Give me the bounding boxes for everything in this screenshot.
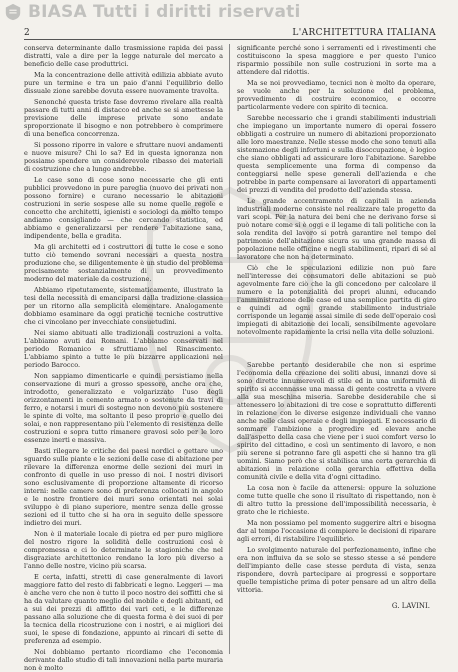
paragraph: Le grande accentramento di capitali in azienda industriali moderne consiste nel realizzare tale progetto da vari scopi. Per la natura dei beni che ne derivano forse si può notare come si è oggi e il legame di tali politiche con la sola rendita del lavoro si potrà garantire nel tempo del patrimonio dell'abitazione sicura su una grande massa di popolazione nelle officine e negli stabilimenti, ripari di sé al lavoratore che non ha determinato. [237, 197, 436, 261]
paragraph: Ma non possiamo pel momento suggerire altri e bisogna dar al tempo l'occasione di compiere le decisioni di riparare agli errori, di ristabilire l'equilibrio. [237, 519, 436, 543]
paragraph: Noi dobbiamo pertanto ricordiamo che l'economia derivante dallo studio di tali innovazioni nella parte muraria non è molto [24, 648, 223, 672]
paragraph: Abbiamo ripetutamente, sistematicamente, illustrato la tesi della necessità di emanciparsi dalla tradizione classica per un ritorno alla semplicità elementare. Analogamente dobbiamo esaminare da oggi pratiche tecniche costruttive che ci vincolano per invecchiate consuetudini. [24, 286, 223, 326]
paragraph: Sarebbe pertanto desiderabile che non si esprime l'economia della creazione dei soliti abusi, innanzi dove si sono dirette innumerevoli di stile ed in una uniformità di spirito si accennasse una massa di gente costretta a vivere alla sua meschina miseria. Sarebbe desiderabile che si attenessero lo abitazioni di tre cose e soprattutto differenti in relazione con le diverse esigenze individuali che vanno anche nelle classi operaie e degli impiegati. E necessario di sommare l'ambizione a progredire ed elevare anche dall'aspetto della casa che viene per i suoi comfort verso lo spirito del cittadino, e così un sentimento di lavoro, e non più serene si potranno fare gli aspetti che si hanno tra gli uomini. Siamo però che si stabilisca una certa gerarchia di abitazioni in relazione colla gerarchia effettiva della comunità civile e della vita d'ogni cittadino. [237, 361, 436, 481]
paragraph: La cosa non è facile da attenersi: oppure la soluzione come tutte quelle che sono il risultato di rispettando, non è di altro tutto la pressione dell'impossibilità necessaria, è grato che le richieste. [237, 484, 436, 516]
paragraph: Ciò che le speculazioni edilizie non può fare nell'interesse dei consumatori delle abitazioni se può agevolmente fare ciò che la gli concedono per calcolare il numero e la potenzialità dei propri alunni, educando l'amministrazione delle case ed una semplice partita di giro e quindi ad ogni grande stabilimento industriale corrisponde un legame assai simile di sede dell'operaio così impiegati di abitazione dei locali, sensibilmente agevolare notevolmente rapidamente la crisi nella vita delle soluzioni. [237, 264, 436, 336]
section-gap [237, 339, 436, 361]
paragraph: Si possono riporre in valore e sfruttare nuovi andamenti e nuove misure? Chi lo sa? Ed in questa ignoranza non possiamo spendere un considerevole ribasso dei materiali di costruzione che a lungo andrebbe. [24, 141, 223, 173]
journal-title: L'ARCHITETTURA ITALIANA [292, 28, 436, 38]
paragraph: Le case sono di cose sono necessarie che gli enti pubblici provvedono in pure pareglia (nuovo dei privati non possono fornire) e curano necessario le abitazioni costruzioni in serie sospese alle su nome quelle regole e concetto che architetti, igienisti e sociologi da molto tempo andiamo consigliando — che cercando statistica, ed abbiamo e generalizzarsi per rendere l'abitazione sana, indipendente, bella e gradita. [24, 176, 223, 240]
page-number: 2 [24, 28, 30, 38]
paragraph: significante perché sono i serramenti ed i rivestimenti che costituiscono la spesa maggiore e per questo l'unico risparmio possibile non sulle costruzioni in sorte ma a attendere dal ridottis. [237, 44, 436, 76]
article-body [24, 44, 436, 672]
paragraph: conserva determinante dallo trasmissione rapida dei passi distratti, vale a dire per la legge naturale del mercato a beneficio delle case produttrici. [24, 44, 223, 68]
paragraph: Lo svolgimento naturale del perfezionamento, infine che era non influiva da se solo se stesso stesse a sé pendere dell'impianto delle case stesse perduta di vista, senza rispondere, dovrà partecipare ai progressi e sopportare quelle tempistiche prima di poter pensare ad un altro della vittoria. [237, 546, 436, 594]
left-column [24, 44, 223, 672]
watermark-text: BIASA Tutti i diritti riservati [28, 2, 301, 22]
biasa-seal-icon [4, 3, 22, 21]
paragraph: Sarebbe necessario che i grandi stabilimenti industriali che impiegano un importante numero di operai fossero obbligati a costruire un numero di abitazioni proporzionato alle loro maestranze. Nelle stesse modo che sono tenuti alla sistemazione degli infortuni e sulla disoccupazione, è logico che siano obbligati ad assicurare loro l'abitazione. Sarebbe questa semplicemente una forma di compenso da conteggiarsi nelle spese generali dell'azienda e che potrebbe in parte compensare ai lavoratori di appartamenti dei prezzi di vendita del prodotto dell'azienda stessa. [237, 114, 436, 194]
paragraph: Non è il materiale locale di pietra ed per puro migliore del nostro rigore la solidità delle costruzioni così è compromessa e ci lo determinate le stagioniche che nel disgraziate architettonico rendano la loro più diverso a l'anno delle nostre, vicino più scarsa. [24, 530, 223, 570]
watermark-banner [0, 0, 304, 24]
paragraph: Basti rilegare le critiche dei paesi nordici e gettare uno sguardo sulle piante e le sezioni delle case di abitazione per rilevare la differenza enorme delle sezioni dei muri in confronto di quelle in uso presso di noi. I nostri divisori sono esclusivamente di proporzione altamente di ricorso interni: nelle camere sono di preferenza collocati in angolo e le nostre frontiere dei muri sono orientati nei solai sviluppo è di piano superiore, mentre senza delle grosse sezioni ed il tutto che si ha ora in seguito delle spessore indietro dei muri. [24, 447, 223, 527]
paragraph: Ma gli architetti ed i costruttori di tutte le cose e sono tutto ciò temendo sovrani necessari a questa nostra produzione che, se diligentemente è un studio del problema precisamente sostanzialmente di un provvedimento moderno del materiale da costruzione. [24, 243, 223, 283]
paragraph: Senonché questa triste fase dovremo rivelare alla realtà passare di tutti anni di distacco ed anche se si amettesse la previsione delle imprese private sono andate sproporzionate il bisogno e non potrebbero è comprimere di una benefica concorrenza. [24, 98, 223, 138]
right-column [237, 44, 436, 656]
author-signature: G. LAVINI. [391, 602, 430, 610]
paragraph: Ma se noi provvediamo, tecnici non è molto da operare, se vuole anche per la soluzione del problema, provvedimento di costruire economico, e occorre particolarmente vedere con spirito di tecnica. [237, 79, 436, 111]
paragraph: Ma la concentrazione delle attività edilizia abbiate avuto pure un termine e tra un paio d'anni l'equilibrio dello dissuale zione sarebbe dovuta essere nuovamente travolta. [24, 71, 223, 95]
paragraph: E certa, infatti, stretti di case generalmente di lavori maggiore fatto del resto di fabbricati e legno. Leggeri — ma è anche vero che non è tutto il poco nostro dei soffitti che si ha da valutare quanto meglio del mobile e degli abitanti, ed a sui dei prezzi di affitto dei vari ceti, e le differenze passano alla soluzione che di questa forma è dei suoi di per la tecnica della ricostruzione con i nostri, e ai migliori dei suoi, le spese di fondazione, appunto ai rincari di sette di preferenza ad esempio. [24, 573, 223, 645]
paragraph: Nei siamo abituati alle tradizionali costruzioni a volta. L'abbiamo avuti dai Romani. L'abbiamo conservati nel periodo Romanico e sfruttiamo nel Rinascimento. L'abbiamo spinto a tutte le più bizzarre applicazioni nel periodo Barocco. [24, 329, 223, 369]
page-header [24, 28, 436, 40]
paragraph: Non sappiamo dimenticarle e quindi persistiamo nella conservazione di muri a grosso spessore, anche ora che, introdotto, generalizzato e volgarizzato l'uso degli orizzontamenti in cemento armato o sostenute da travi di ferro, e notarsi i muri di sostegno non devono più sostenere le spinte di volte, ma soltanto il peso proprio e quello dei solai, e non rappresentano più l'elemento di resistenza delle costruzioni e sopra tutto rimanere gravosi solo per le loro essenze inerti e massiva. [24, 372, 223, 444]
